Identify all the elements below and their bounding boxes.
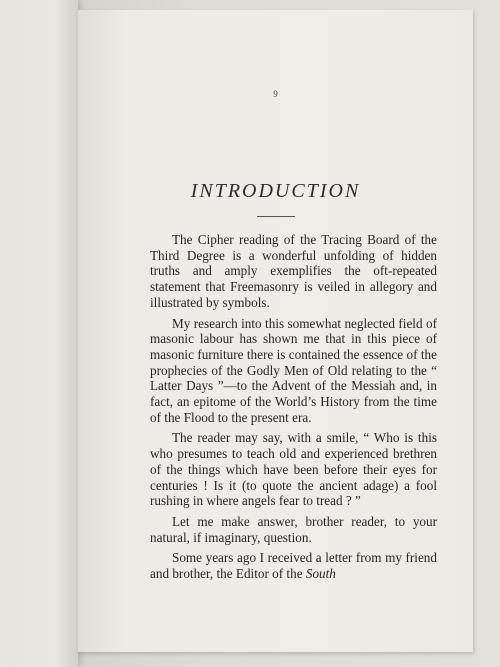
paragraph [150,550,437,581]
body-text [150,232,437,587]
left-page-edge [0,0,78,667]
paragraph: Let me make answer, brother reader, to your natural, if imaginary, question. [150,513,437,545]
paragraph-text: Some years ago I received a letter from my friend and brother, the Editor of the [150,550,437,582]
paragraph: My research into this somewhat neglected field of masonic labour has shown me that in this piece of masonic furniture there is contained the essence of the prophecies of the Godly Men of Old relating to the “ Latter Days ”—to the Advent of the Messiah and, in fact, an epitome of the World’s History from the time of the Flood to the present era. [150,315,437,425]
italic-word: South [305,566,336,582]
chapter-title: INTRODUCTION [190,180,361,202]
page-number: 9 [273,89,278,99]
paragraph: The Cipher reading of the Tracing Board of the Third Degree is a wonderful unfolding of hidden truths and amply exemplifies the oft-repeated statement that Freemasonry is veiled in allegory and illustrated by symbols. [150,232,437,310]
title-rule [257,216,295,217]
book-page [78,10,473,652]
paragraph: The reader may say, with a smile, “ Who is this who presumes to teach old and experienced brethren of the things which have been before their eyes for centuries ! Is it (to quote the ancient adage) a fool rushing in where angels fear to tread ? ” [150,430,437,509]
